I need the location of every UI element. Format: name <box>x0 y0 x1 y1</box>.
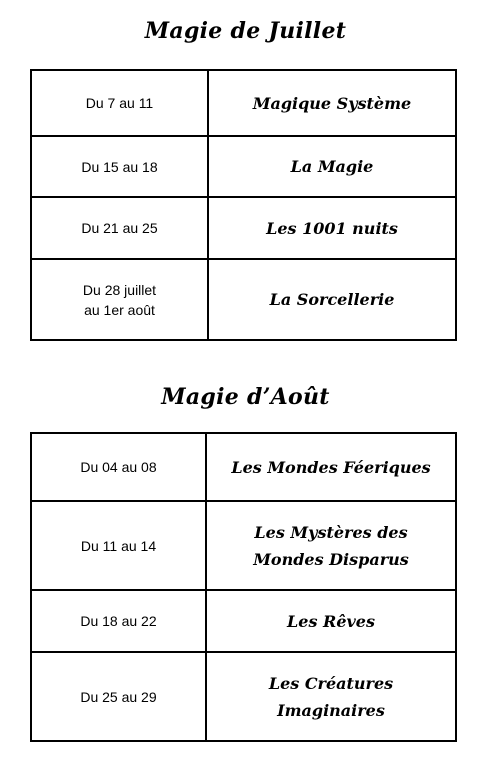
theme-cell: Les Rêves <box>206 590 456 652</box>
date-range-cell: Du 15 au 18 <box>31 136 208 197</box>
date-range-cell: Du 04 au 08 <box>31 433 206 501</box>
theme-cell: Les Mondes Féeriques <box>206 433 456 501</box>
theme-cell: Les 1001 nuits <box>208 197 456 259</box>
table-row <box>31 590 456 652</box>
july-section-title: Magie de Juillet <box>144 18 347 44</box>
table-row <box>31 501 456 590</box>
table-row <box>31 70 456 136</box>
theme-cell: La Magie <box>208 136 456 197</box>
july-schedule-table <box>30 69 457 341</box>
table-row <box>31 136 456 197</box>
theme-cell: Les Mystères des Mondes Disparus <box>206 501 456 590</box>
theme-cell: Les Créatures Imaginaires <box>206 652 456 741</box>
date-range-cell: Du 11 au 14 <box>31 501 206 590</box>
table-row <box>31 197 456 259</box>
date-range-cell: Du 28 juillet au 1er août <box>31 259 208 340</box>
table-row <box>31 433 456 501</box>
august-section-title: Magie d’Août <box>161 384 330 410</box>
date-range-cell: Du 18 au 22 <box>31 590 206 652</box>
date-range-cell: Du 25 au 29 <box>31 652 206 741</box>
theme-cell: La Sorcellerie <box>208 259 456 340</box>
table-row <box>31 259 456 340</box>
date-range-cell: Du 21 au 25 <box>31 197 208 259</box>
theme-cell: Magique Système <box>208 70 456 136</box>
date-range-cell: Du 7 au 11 <box>31 70 208 136</box>
august-schedule-table <box>30 432 457 742</box>
table-row <box>31 652 456 741</box>
